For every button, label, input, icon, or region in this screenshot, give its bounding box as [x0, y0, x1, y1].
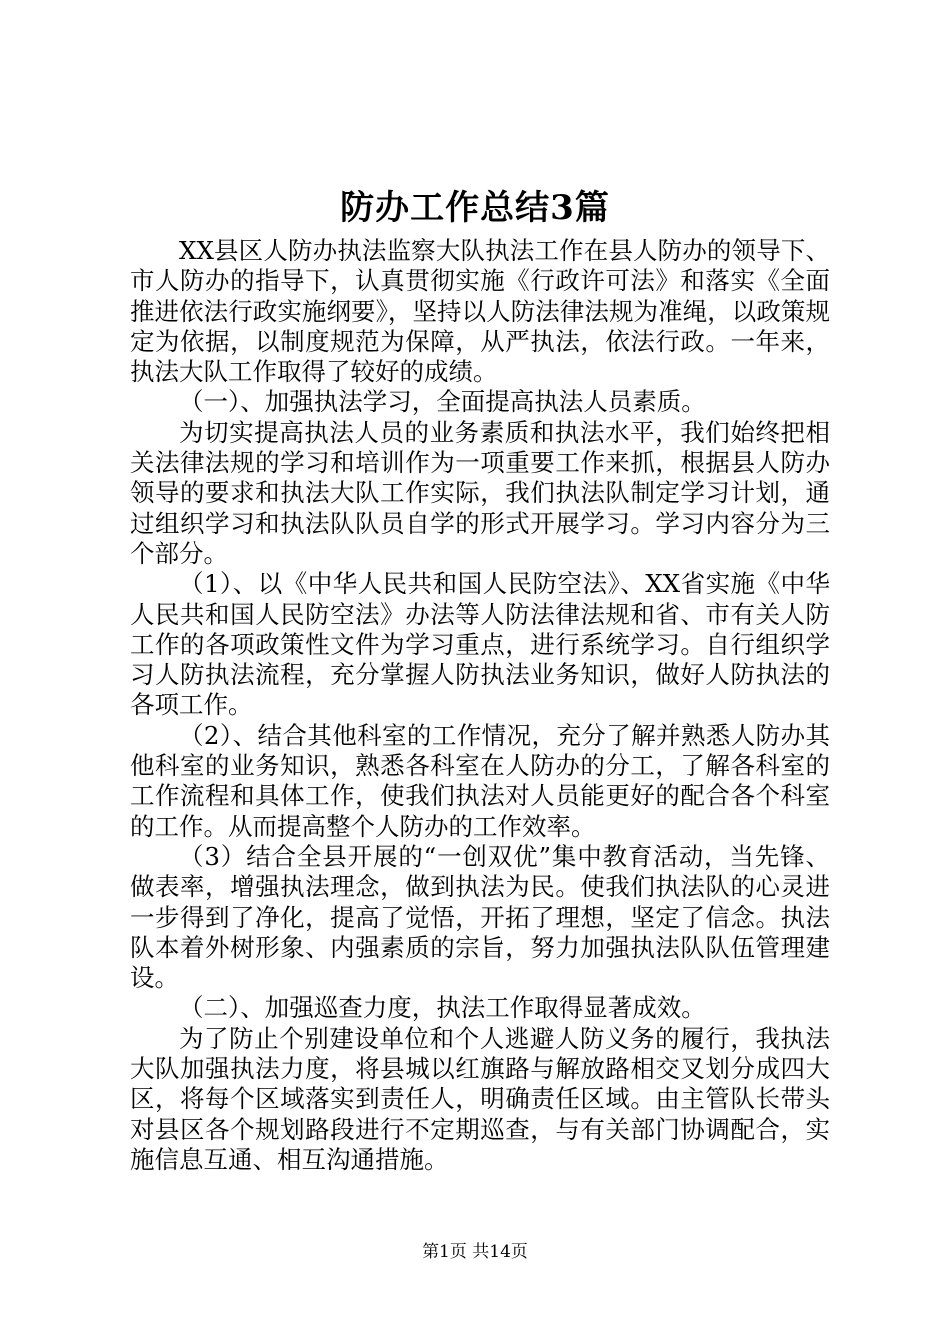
document-title: 防办工作总结3篇: [340, 188, 610, 228]
page-footer: 第1页 共14页: [422, 1242, 528, 1262]
section-heading-1: （一）、加强执法学习，全面提高执法人员素质。: [179, 387, 706, 417]
paragraph-intro: XX县区人防办执法监察大队执法工作在县人防办的领导下、市人防办的指导下，认真贯彻实施《行政许可法》和落实《全面推进依法行政实施纲要》，坚持以人防法律法规为准绳，以政策规定为依据，以制度规范为保障，从严执法，依法行政。一年来，执法大队工作取得了较好的成绩。: [130, 236, 830, 387]
paragraph-study-part-3: （3）结合全县开展的“一创双优”集中教育活动，当先锋、做表率，增强执法理念，做到执法为民。使我们执法队的心灵进一步得到了净化，提高了觉悟，开拓了理想，坚定了信念。执法队本着外树形象、内强素质的宗旨，努力加强执法队队伍管理建设。: [130, 841, 830, 993]
section-heading-2: （二）、加强巡查力度，执法工作取得显著成效。: [179, 993, 706, 1023]
paragraph-study-part-1: （1）、以《中华人民共和国人民防空法》、XX省实施《中华人民共和国人民防空法》办法等人防法律法规和省、市有关人防工作的各项政策性文件为学习重点，进行系统学习。自行组织学习人防执法流程，充分掌握人防执法业务知识，做好人防执法的各项工作。: [130, 569, 830, 720]
document-body: [130, 236, 830, 1175]
paragraph-study-overview: 为切实提高执法人员的业务素质和执法水平，我们始终把相关法律法规的学习和培训作为一项重要工作来抓，根据县人防办领导的要求和执法大队工作实际，我们执法队制定学习计划，通过组织学习和执法队队员自学的形式开展学习。学习内容分为三个部分。: [130, 417, 830, 568]
paragraph-patrol: 为了防止个别建设单位和个人逃避人防义务的履行，我执法大队加强执法力度，将县城以红旗路与解放路相交叉划分成四大区，将每个区域落实到责任人，明确责任区域。由主管队长带头对县区各个规划路段进行不定期巡查，与有关部门协调配合，实施信息互通、相互沟通措施。: [130, 1023, 830, 1174]
paragraph-study-part-2: （2）、结合其他科室的工作情况，充分了解并熟悉人防办其他科室的业务知识，熟悉各科室在人防办的分工，了解各科室的工作流程和具体工作，使我们执法对人员能更好的配合各个科室的工作。从而提高整个人防办的工作效率。: [130, 720, 830, 841]
